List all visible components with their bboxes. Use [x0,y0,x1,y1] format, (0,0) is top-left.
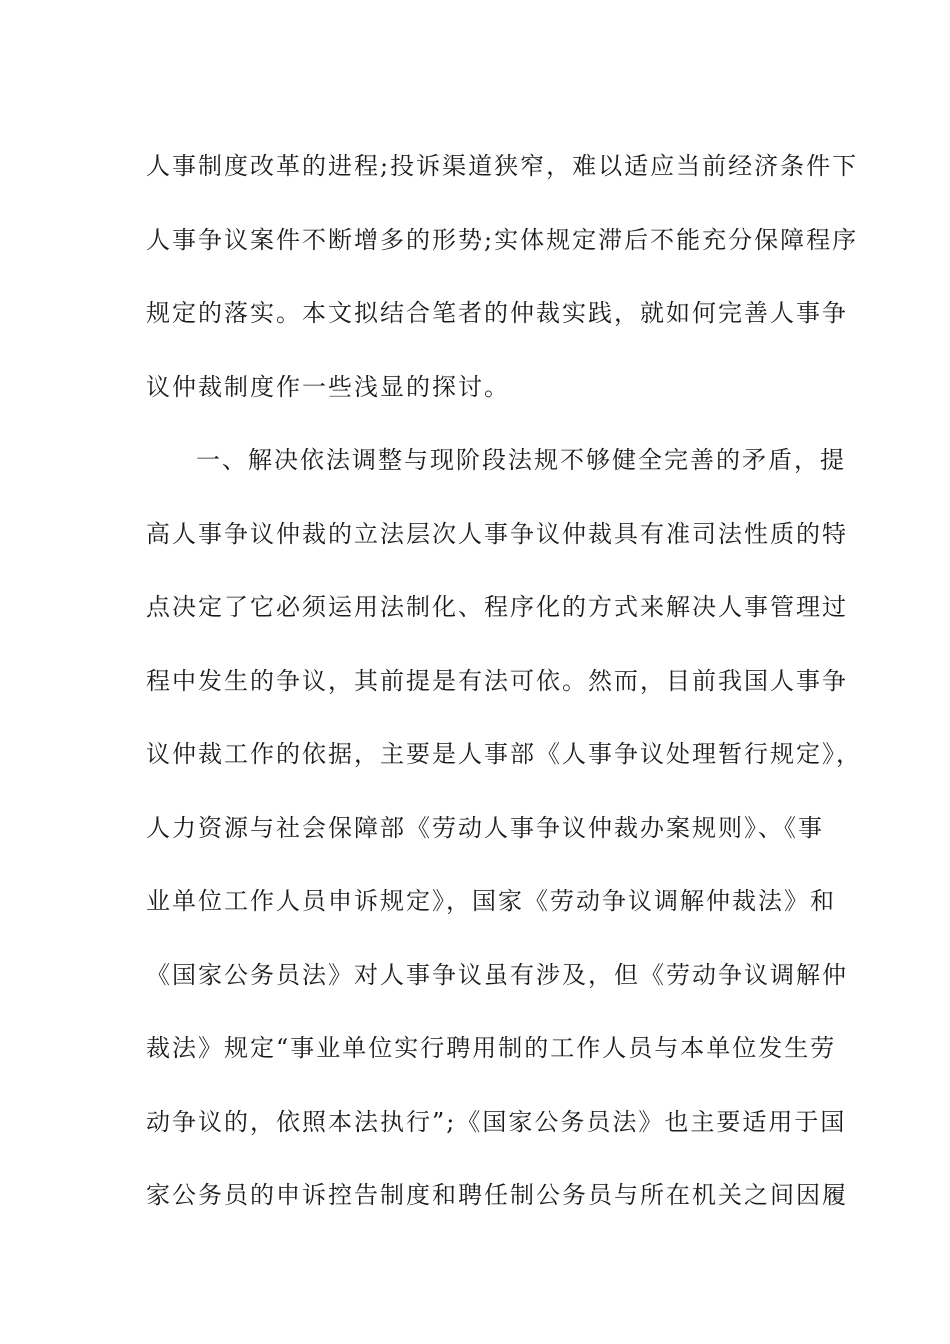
text-line: 高人事争议仲裁的立法层次人事争议仲裁具有准司法性质的特 [146,519,848,548]
text-line: 业单位工作人员申诉规定》，国家《劳动争议调解仲裁法》和 [146,887,836,915]
text-line: 动争议的，依照本法执行”;《国家公务员法》也主要适用于国 [146,1107,847,1136]
section-heading-line: 一、解决依法调整与现阶段法规不够健全完善的矛盾，提 [196,446,846,474]
text-line: 裁法》规定“事业单位实行聘用制的工作人员与本单位发生劳 [146,1034,837,1062]
text-line: 规定的落实。本文拟结合笔者的仲裁实践，就如何完善人事争 [146,299,848,327]
text-line: 人力资源与社会保障部《劳动人事争议仲裁办案规则》、《事 [146,813,824,842]
text-line: 《国家公务员法》对人事争议虽有涉及，但《劳动争议调解仲 [146,960,848,989]
body-text [146,130,862,1233]
text-line: 人事制度改革的进程;投诉渠道狭窄，难以适应当前经济条件下 [146,152,859,180]
text-line: 程中发生的争议，其前提是有法可依。然而，目前我国人事争 [146,666,848,695]
text-line: 议仲裁工作的依据，主要是人事部《人事争议处理暂行规定》， [146,740,862,768]
text-line: 人事争议案件不断增多的形势;实体规定滞后不能充分保障程序 [146,225,859,254]
text-line: 点决定了它必须运用法制化、程序化的方式来解决人事管理过 [146,593,848,621]
text-line: 议仲裁制度作一些浅显的探讨。 [146,372,510,401]
text-line: 家公务员的申诉控告制度和聘任制公务员与所在机关之间因履 [146,1181,848,1209]
